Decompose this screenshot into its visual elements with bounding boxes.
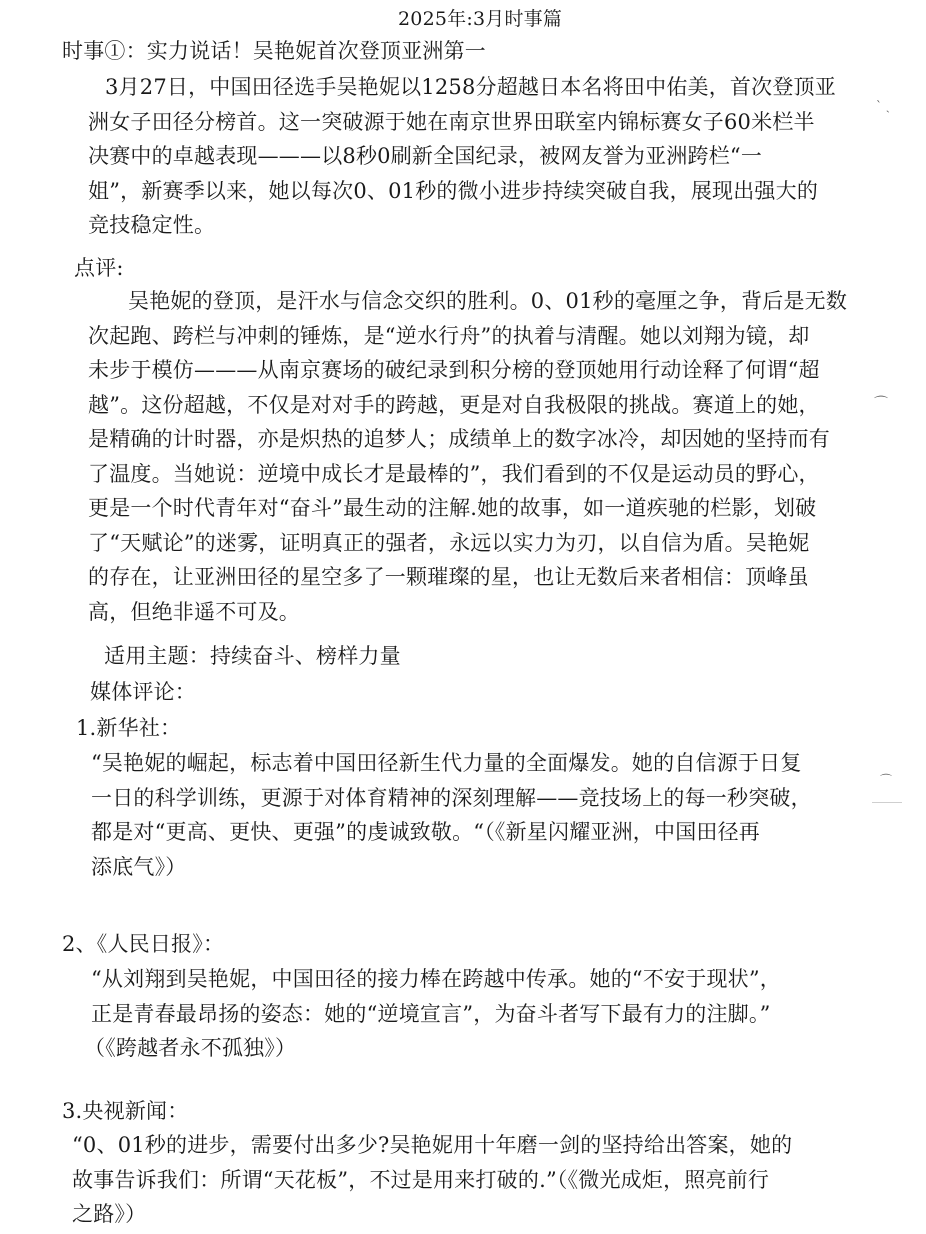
news-line: 3月27日，中国田径选手吴艳妮以1258分超越日本名将田中佑美，首次登顶亚	[105, 75, 836, 99]
comment-line: 高，但绝非遥不可及。	[88, 599, 300, 624]
quote-line: 故事告诉我们：所谓“天花板”，不过是用来打破的.”（《微光成炬，照亮前行	[72, 1167, 770, 1192]
quote-line: 正是青春最昂扬的姿态：她的“逆境宣言”，为奋斗者写下最有力的注脚。”	[91, 1001, 771, 1026]
quote-line: 都是对“更高、更快、更强”的虔诚致敬。“（《新星闪耀亚洲，中国田径再	[91, 820, 761, 844]
comment-line: 越”。这份超越，不仅是对对手的跨越，更是对自我极限的挑战。赛道上的她，	[88, 392, 820, 417]
comment-label: 点评:	[74, 256, 124, 280]
media-source-xinhua: 1.新华社：	[76, 716, 182, 740]
scan-speck: ˋ ˎ	[876, 99, 890, 113]
comment-line: 的存在，让亚洲田径的星空多了一颗璀璨的星，也让无数后来者相信：顶峰虽	[88, 565, 809, 589]
quote-line: “0、01秒的进步，需要付出多少?吴艳妮用十年磨一剑的坚持给出答案，她的	[72, 1133, 793, 1157]
news-line: 决赛中的卓越表现———以8秒0刷新全国纪录，被网友誉为亚洲跨栏“一	[88, 144, 763, 168]
news-heading: 时事①：实力说话！吴艳妮首次登顶亚洲第一	[62, 39, 486, 63]
media-quote-xinhua	[0, 746, 812, 884]
scan-speck: ⌒	[874, 396, 888, 412]
comment-paragraph	[0, 284, 847, 629]
news-paragraph	[0, 70, 836, 243]
comment-line: 更是一个时代青年对“奋斗”最生动的注解.她的故事，如一道疾驰的栏影，划破	[88, 496, 817, 520]
news-line: 竞技稳定性。	[88, 213, 216, 237]
theme-line: 适用主题：持续奋斗、榜样力量	[104, 644, 401, 668]
comment-line: 了“天赋论”的迷雾，证明真正的强者，永远以实力为刃，以自信为盾。吴艳妮	[88, 530, 810, 555]
comment-line: 了温度。当她说：逆境中成长才是最棒的”，我们看到的不仅是运动员的野心，	[88, 461, 820, 486]
scan-mark	[872, 802, 902, 803]
page-title: 2025年:3月时事篇	[398, 8, 563, 30]
news-line: 姐”，新赛季以来，她以每次0、01秒的微小进步持续突破自我，展现出强大的	[88, 178, 819, 203]
comment-line: 未步于模仿———从南京赛场的破纪录到积分榜的登顶她用行动诠释了何谓“超	[88, 358, 820, 382]
quote-line: “吴艳妮的崛起，标志着中国田径新生代力量的全面爆发。她的自信源于日复	[91, 751, 802, 775]
comment-line: 次起跑、跨栏与冲刺的锤炼，是“逆水行舟”的执着与清醒。她以刘翔为镜，却	[88, 323, 810, 348]
media-source-peoples-daily: 2、《人民日报》：	[62, 932, 225, 956]
media-source-cctv: 3.央视新闻：	[62, 1099, 189, 1123]
comment-line: 是精确的计时器，亦是炽热的追梦人；成绩单上的数字冰冷，却因她的坚持而有	[88, 427, 830, 451]
quote-line: 添底气》）	[91, 854, 187, 879]
comment-line: 吴艳妮的登顶，是汗水与信念交织的胜利。0、01秒的毫厘之争，背后是无数	[128, 289, 848, 313]
quote-line: （《跨越者永不孤独》）	[84, 1036, 297, 1060]
news-line: 洲女子田径分榜首。这一突破源于她在南京世界田联室内锦标赛女子60米栏半	[88, 109, 815, 134]
quote-line: 之路》）	[72, 1202, 147, 1226]
quote-line: 一日的科学训练，更源于对体育精神的深刻理解——竞技场上的每一秒突破，	[91, 785, 812, 810]
media-label: 媒体评论：	[90, 680, 196, 704]
scan-speck: ⌒	[880, 773, 893, 787]
quote-line: “从刘翔到吴艳妮，中国田径的接力棒在跨越中传承。她的“不安于现状”，	[91, 967, 782, 991]
media-quote-cctv	[0, 1128, 792, 1232]
media-quote-peoples-daily	[0, 962, 781, 1066]
